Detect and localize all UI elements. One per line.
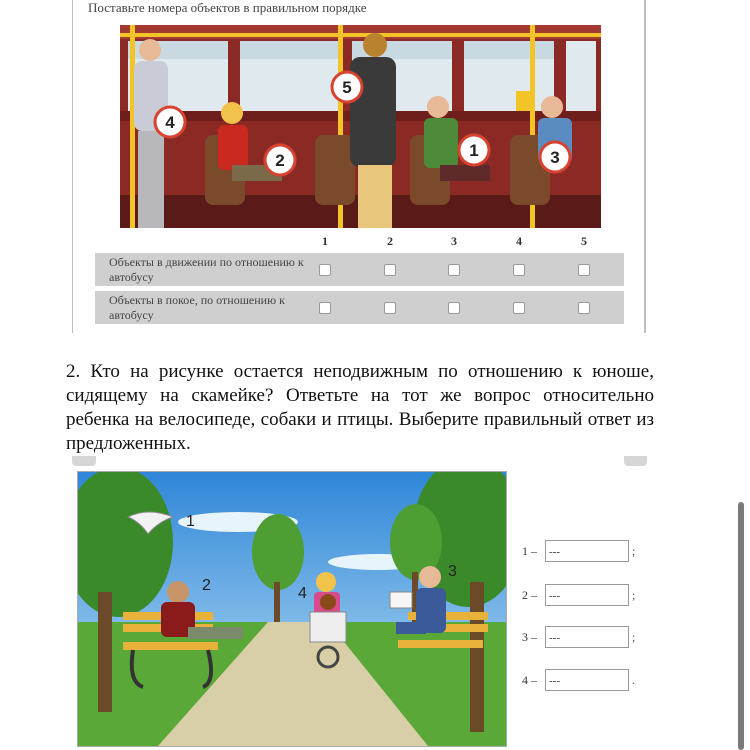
checkbox-moving-4[interactable]	[513, 264, 525, 276]
park-illustration	[77, 471, 507, 747]
column-header: 3	[451, 234, 457, 248]
frame-tab-right	[624, 456, 647, 466]
answer-label: 3 –	[522, 630, 537, 644]
answer-label: 1 –	[522, 544, 537, 558]
table-column-headers	[0, 234, 750, 250]
answer-row-3	[522, 626, 642, 650]
column-header: 4	[516, 234, 522, 248]
scrollbar-thumb[interactable]	[738, 502, 744, 750]
answer-punct: ;	[632, 588, 636, 602]
column-header: 1	[322, 234, 328, 248]
table-row-moving	[95, 253, 624, 286]
checkbox-rest-2[interactable]	[384, 302, 396, 314]
answer-punct: .	[632, 673, 635, 687]
row-label: Объекты в движении по отношению к автобусу	[109, 255, 304, 284]
park-marker: 3	[448, 563, 457, 580]
answer-row-1	[522, 540, 642, 564]
checkbox-rest-3[interactable]	[448, 302, 460, 314]
bus-marker: 4	[165, 113, 175, 132]
bus-marker: 1	[469, 141, 479, 160]
checkbox-moving-5[interactable]	[578, 264, 590, 276]
checkbox-moving-1[interactable]	[319, 264, 331, 276]
task1-instruction: Поставьте номера объектов в правильном порядке	[88, 0, 367, 15]
frame-right-border	[644, 0, 646, 333]
checkbox-rest-1[interactable]	[319, 302, 331, 314]
bus-marker: 2	[275, 151, 285, 170]
answer-select-1[interactable]: ---	[545, 540, 629, 562]
answer-select-3[interactable]: ---	[545, 626, 629, 648]
answer-punct: ;	[632, 544, 636, 558]
row-label: Объекты в покое, по отношению к автобусу	[109, 293, 285, 322]
bus-marker: 5	[342, 78, 352, 97]
checkbox-rest-5[interactable]	[578, 302, 590, 314]
table-row-rest	[95, 291, 624, 324]
column-header: 2	[387, 234, 393, 248]
park-marker: 1	[186, 513, 195, 530]
column-header: 5	[581, 234, 587, 248]
frame-left-border	[72, 0, 73, 333]
answer-select-2[interactable]: ---	[545, 584, 629, 606]
answer-row-4	[522, 669, 642, 693]
checkbox-moving-2[interactable]	[384, 264, 396, 276]
answer-label: 2 –	[522, 588, 537, 602]
question-2-text: 2. Кто на рисунке остается неподвижным по отношению к юноше, сидящему на скамейке? Ответьте на тот же вопрос относительно ребенка на велосипеде, собаки и птицы. Выберите правильный ответ из предложенных.	[66, 361, 654, 454]
answer-label: 4 –	[522, 673, 537, 687]
answer-select-4[interactable]: ---	[545, 669, 629, 691]
answer-punct: ;	[632, 630, 636, 644]
frame-tab-left	[72, 456, 96, 466]
park-marker: 4	[298, 585, 307, 602]
answer-row-2	[522, 584, 642, 608]
bus-marker: 3	[550, 148, 560, 167]
park-marker: 2	[202, 577, 211, 594]
bus-illustration	[120, 25, 601, 228]
checkbox-rest-4[interactable]	[513, 302, 525, 314]
checkbox-moving-3[interactable]	[448, 264, 460, 276]
